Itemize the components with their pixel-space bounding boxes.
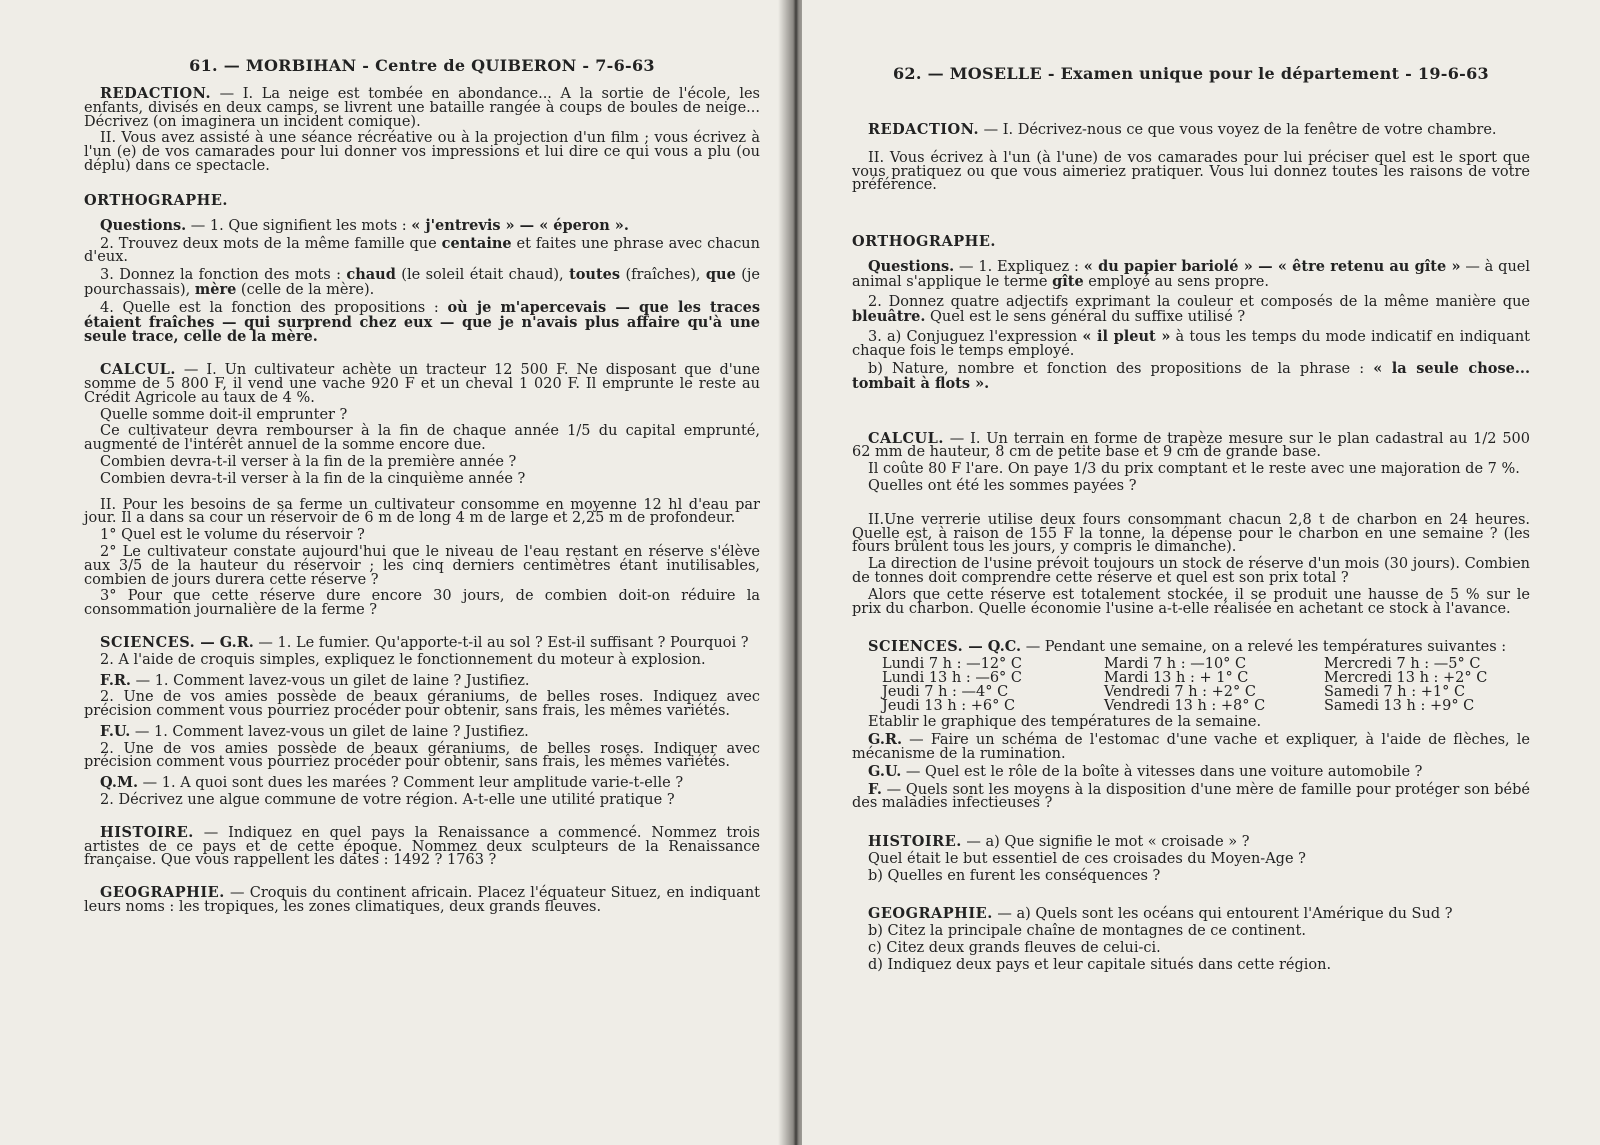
right-ortho-q1c: — à quel animal s'applique le terme <box>852 259 1531 290</box>
left-qm-text-2: 2. Décrivez une algue commune de votre région. A-t-elle une utilité pratique ? <box>100 792 675 809</box>
right-f-label: F. <box>868 780 882 798</box>
left-questions-label: Questions. <box>100 216 187 234</box>
right-gr-text: — Faire un schéma de l'estomac d'une vache et expliquer, à l'aide de flèches, le mécanisme de la rumination. <box>852 732 1530 762</box>
temp-reading: Mardi 7 h : —10° C <box>1104 656 1247 673</box>
right-geographie-text-4: d) Indiquez deux pays et leur capitale situés dans cette région. <box>868 956 1332 973</box>
temp-reading: Mardi 13 h : + 1° C <box>1104 669 1249 686</box>
temp-reading: Lundi 13 h : —6° C <box>882 669 1023 686</box>
left-calcul-text-1: — I. Un cultivateur achète un tracteur 12 500 F. Ne disposant que d'une somme de 5 800 F, il vend une vache 920 F et un cheval 1 020 F. Il emprunte le reste au Crédit Agricole au taux de 4 %. <box>84 362 760 406</box>
left-ortho-q3b: chaud <box>346 266 396 284</box>
left-ortho-q3h: mère <box>194 280 237 298</box>
right-ortho-q1a: — 1. Expliquez : <box>954 259 1084 276</box>
right-calcul-text-5: La direction de l'usine prévoit toujours un stock de réserve d'un mois (30 jours). Combien de tonnes doit comprendre cette réserve et quel est son prix total ? <box>852 556 1530 586</box>
right-sciences-section <box>852 640 1530 811</box>
left-fu-text-2: 2. Une de vos amies possède de beaux géraniums, de belles roses. Indiquer avec précision comment vous pourriez procéder pour obtenir, sans frais, les mêmes variétés. <box>84 740 760 771</box>
right-geographie-text-1: — a) Quels sont les océans qui entourent l'Amérique du Sud ? <box>992 906 1453 923</box>
left-calcul-text-4: Combien devra-t-il verser à la fin de la première année ? <box>100 453 517 470</box>
temp-reading: Jeudi 13 h : +6° C <box>882 697 1016 714</box>
right-redaction-text-2: II. Vous écrivez à l'un (à l'une) de vos camarades pour lui préciser quel est le sport que vous pratiquez ou que vous aimeriez pratiquer. Vous lui donnez toutes les raisons de votre préférence. <box>852 149 1530 194</box>
temperature-table <box>882 658 1530 713</box>
right-calcul-heading: CALCUL. <box>868 429 944 447</box>
right-page <box>802 0 1600 1145</box>
left-fu-text-1: — 1. Comment lavez-vous un gilet de laine ? Justifiez. <box>130 723 529 740</box>
right-gr-label: G.R. <box>868 731 903 749</box>
left-page <box>0 0 790 1145</box>
left-ortho-q2c: et faites une phrase avec chacun d'eux. <box>84 235 760 266</box>
temp-reading: Samedi 7 h : +1° C <box>1324 683 1466 700</box>
right-ortho-q2c: Quel est le sens général du suffixe utilisé ? <box>925 308 1246 325</box>
right-ortho-q3b: « il pleut » <box>1082 328 1171 346</box>
right-qc-text-1: — Pendant une semaine, on a relevé les températures suivantes : <box>1021 639 1507 656</box>
right-histoire-text-3: b) Quelles en furent les conséquences ? <box>868 867 1161 884</box>
left-page-title: 61. — MORBIHAN - Centre de QUIBERON - 7-6-63 <box>189 56 655 75</box>
temp-reading: Vendredi 13 h : +8° C <box>1104 697 1266 714</box>
left-geographie-section <box>84 886 760 915</box>
left-calcul-text-7: 1° Quel est le volume du réservoir ? <box>100 527 365 544</box>
right-calcul-text-1: — I. Un terrain en forme de trapèze mesure sur le plan cadastral au 1/2 500 62 mm de hauteur, 8 cm de petite base et 9 cm de grande base. <box>852 430 1530 461</box>
right-orthographe-heading: ORTHOGRAPHE. <box>852 233 996 251</box>
left-ortho-q1b: « j'entrevis » — « éperon ». <box>411 216 629 234</box>
right-ortho-q3b-a: b) Nature, nombre et fonction des propositions de la phrase : <box>868 360 1374 377</box>
right-calcul-section <box>852 429 1530 617</box>
right-ortho-q3c: à tous les temps du mode indicatif en indiquant chaque fois le temps employé. <box>852 329 1530 360</box>
left-gr-label: — G.R. <box>195 633 254 651</box>
left-geographie-heading: GEOGRAPHIE. <box>100 884 225 902</box>
right-histoire-text-2: Quel était le but essentiel de ces croisades du Moyen-Age ? <box>868 850 1306 867</box>
temp-reading: Jeudi 7 h : —4° C <box>882 683 1009 700</box>
left-sciences-heading: SCIENCES. <box>100 633 196 651</box>
left-ortho-q3e: (fraîches), <box>620 267 706 284</box>
left-ortho-q3i: (celle de la mère). <box>236 281 375 298</box>
right-calcul-text-4: II.Une verrerie utilise deux fours consommant chacun 2,8 t de charbon en 24 heures. Quelle est, à raison de 155 F la tonne, la dépense pour le charbon en une semaine ? (les fours brûlent tous les jours, y compris le dimanche). <box>852 511 1530 556</box>
right-histoire-text-1: — a) Que signifie le mot « croisade » ? <box>961 834 1250 851</box>
left-fu-label: F.U. <box>100 722 131 740</box>
right-ortho-q1d: gîte <box>1052 272 1084 290</box>
right-histoire-section <box>852 835 1530 883</box>
right-geographie-section <box>852 907 1530 972</box>
right-orthographe-section <box>852 233 1530 391</box>
right-gu-label: G.U. <box>868 762 902 780</box>
right-ortho-q3a: 3. a) Conjuguez l'expression <box>868 329 1083 346</box>
right-ortho-q2a: 2. Donnez quatre adjectifs exprimant la couleur et composés de la même manière que <box>868 293 1530 310</box>
temp-reading: Samedi 13 h : +9° C <box>1324 697 1475 714</box>
left-ortho-q3c: (le soleil était chaud), <box>395 267 570 284</box>
right-redaction-heading: REDACTION. <box>868 121 980 138</box>
right-ortho-q3b-b: « la seule chose... tombait à flots ». <box>852 359 1530 392</box>
left-ortho-q4b: où je m'apercevais — que les traces étaient fraîches — qui surprend chez eux — que je n'avais plus affaire qu'à une seule trace, celle de la mère. <box>84 298 760 346</box>
left-ortho-q3a: 3. Donnez la fonction des mots : <box>100 267 347 284</box>
temp-reading: Mercredi 7 h : —5° C <box>1324 656 1481 673</box>
right-geographie-text-3: c) Citez deux grands fleuves de celui-ci. <box>868 940 1161 957</box>
left-sciences-section <box>84 633 760 809</box>
left-ortho-q2b: centaine <box>441 234 512 252</box>
left-histoire-heading: HISTOIRE. <box>100 823 194 841</box>
right-gu-text: — Quel est le rôle de la boîte à vitesses dans une voiture automobile ? <box>901 763 1423 780</box>
left-calcul-text-2: Quelle somme doit-il emprunter ? <box>100 406 348 423</box>
left-calcul-section <box>84 363 760 618</box>
right-geographie-heading: GEOGRAPHIE. <box>868 905 993 923</box>
left-orthographe-section <box>84 192 760 345</box>
temp-reading: Mercredi 13 h : +2° C <box>1324 669 1488 686</box>
left-redaction-text-2: II. Vous avez assisté à une séance récréative ou à la projection d'un film ; vous écrivez à l'un (e) de vos camarades pour lui donner vos impressions et lui dire ce qui vous a plu (ou déplu) dans ce spectacle. <box>84 130 760 174</box>
right-ortho-q1e: employé au sens propre. <box>1083 273 1269 290</box>
right-page-title: 62. — MOSELLE - Examen unique pour le département - 19-6-63 <box>893 64 1489 83</box>
left-gr-text-2: 2. A l'aide de croquis simples, expliquez le fonctionnement du moteur à explosion. <box>100 651 706 668</box>
left-calcul-text-5: Combien devra-t-il verser à la fin de la cinquième année ? <box>100 470 526 487</box>
left-orthographe-heading: ORTHOGRAPHE. <box>84 191 228 209</box>
left-qm-text-1: — 1. A quoi sont dues les marées ? Comment leur amplitude varie-t-elle ? <box>138 775 684 792</box>
left-fr-text-2: 2. Une de vos amies possède de beaux géraniums, de belles roses. Indiquez avec précision comment vous pourriez procéder pour obtenir, sans frais, les mêmes variétés. <box>84 689 760 720</box>
left-ortho-q3d: toutes <box>569 266 621 284</box>
right-ortho-q1b: « du papier bariolé » — « être retenu au gîte » <box>1083 258 1461 276</box>
left-ortho-q4a: 4. Quelle est la fonction des propositions : <box>100 299 448 316</box>
left-redaction-heading: REDACTION. <box>100 85 212 102</box>
left-ortho-q2a: 2. Trouvez deux mots de la même famille que <box>100 235 442 252</box>
left-redaction-text-1: — I. La neige est tombée en abondance... A la sortie de l'école, les enfants, divisés en deux camps, se livrent une bataille rangée à coups de boules de neige... Décrivez (on imaginera un incident comique). <box>84 86 760 130</box>
left-histoire-section <box>84 823 760 869</box>
temp-reading: Vendredi 7 h : +2° C <box>1104 683 1256 700</box>
left-calcul-text-3: Ce cultivateur devra rembourser à la fin de chaque année 1/5 du capital emprunté, augmenté de l'intérêt annuel de la somme encore due. <box>84 423 760 454</box>
right-redaction-text-1: — I. Décrivez-nous ce que vous voyez de la fenêtre de votre chambre. <box>979 122 1497 138</box>
right-redaction-section <box>852 123 1530 193</box>
left-fr-text-1: — 1. Comment lavez-vous un gilet de laine ? Justifiez. <box>130 672 530 689</box>
right-histoire-heading: HISTOIRE. <box>868 833 962 851</box>
right-qc-text-2: Etablir le graphique des températures de la semaine. <box>868 714 1262 731</box>
left-calcul-text-8: 2° Le cultivateur constate aujourd'hui que le niveau de l'eau restant en réserve s'élève aux 3/5 de la hauteur du réservoir ; les cinq derniers centimètres étant inutilisables, combien de jours durera cette réserve ? <box>84 543 760 588</box>
temp-reading: Lundi 7 h : —12° C <box>882 656 1023 673</box>
right-calcul-text-6: Alors que cette réserve est totalement stockée, il se produit une hausse de 5 % sur le prix du charbon. Quelle économie l'usine a-t-elle réalisée en achetant ce stock à l'avance. <box>852 586 1530 617</box>
left-gr-text-1: — 1. Le fumier. Qu'apporte-t-il au sol ? Est-il suffisant ? Pourquoi ? <box>253 634 749 651</box>
right-qc-label: — Q.C. <box>963 638 1022 656</box>
left-redaction-section <box>84 87 760 174</box>
right-calcul-text-3: Quelles ont été les sommes payées ? <box>868 477 1137 494</box>
left-calcul-text-6: II. Pour les besoins de sa ferme un cultivateur consomme en moyenne 12 hl d'eau par jour. Il a dans sa cour un réservoir de 6 m de long 4 m de large et 2,25 m de profondeur. <box>84 496 760 527</box>
left-ortho-q3f: que <box>705 266 736 284</box>
left-qm-label: Q.M. <box>100 774 139 792</box>
left-geographie-text: — Croquis du continent africain. Placez l'équateur Situez, en indiquant leurs noms : les tropiques, les zones climatiques, deux grands fleuves. <box>84 885 760 916</box>
left-ortho-q3g: (je pourchassais), <box>84 267 760 298</box>
right-ortho-q2b: bleuâtre. <box>852 307 926 325</box>
left-fr-label: F.R. <box>100 671 131 689</box>
left-calcul-text-9: 3° Pour que cette réserve dure encore 30 jours, de combien doit-on réduire la consommation journalière de la ferme ? <box>84 588 760 619</box>
left-ortho-q1a: — 1. Que signifient les mots : <box>186 217 412 234</box>
right-f-text: — Quels sont les moyens à la disposition d'une mère de famille pour protéger son bébé des maladies infectieuses ? <box>852 781 1530 812</box>
left-histoire-text: — Indiquez en quel pays la Renaissance a commencé. Nommez trois artistes de ce pays et de cette époque. Nommez deux sculpteurs de la Renaissance française. Que vous rappellent les dates : 1492 ? 1763 ? <box>84 824 760 869</box>
right-sciences-heading: SCIENCES. <box>868 638 964 656</box>
right-geographie-text-2: b) Citez la principale chaîne de montagnes de ce continent. <box>868 923 1306 940</box>
left-calcul-heading: CALCUL. <box>100 361 176 379</box>
right-questions-label: Questions. <box>868 258 955 276</box>
right-calcul-text-2: Il coûte 80 F l'are. On paye 1/3 du prix comptant et le reste avec une majoration de 7 %. <box>868 461 1520 478</box>
